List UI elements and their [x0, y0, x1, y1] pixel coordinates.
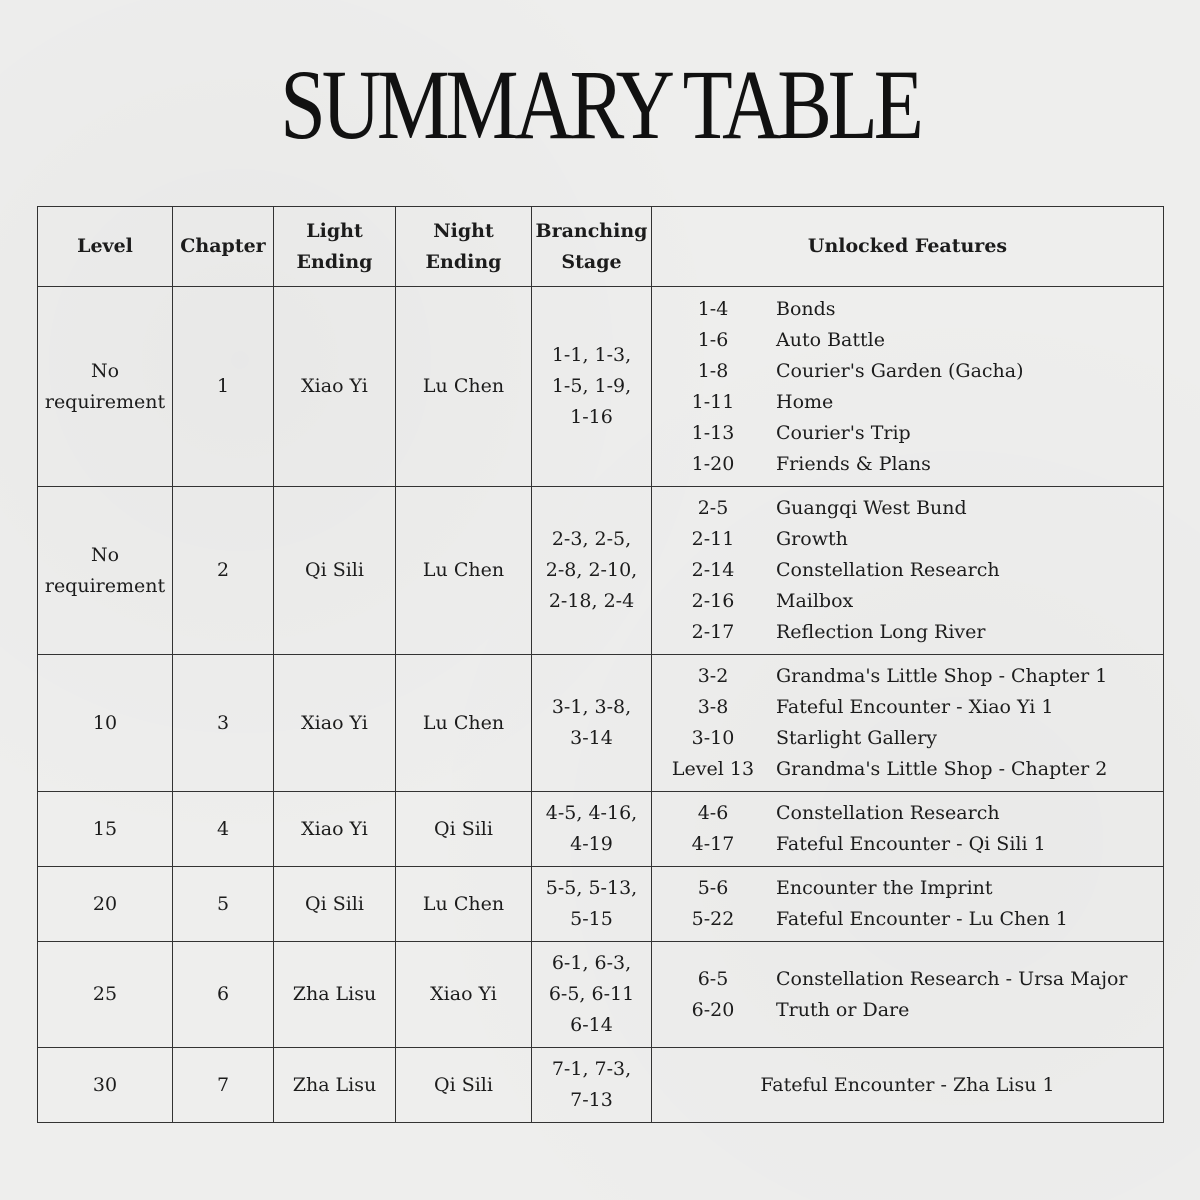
- feature-item: [652, 294, 1163, 325]
- feature-name: Courier's Garden (Gacha): [776, 359, 1024, 382]
- features-cell: [652, 792, 1164, 867]
- feature-name: Constellation Research: [776, 802, 1000, 824]
- branching-stage-cell: [532, 792, 652, 867]
- light-ending-cell: Xiao Yi: [274, 792, 396, 867]
- branch-line: 2-8, 2-10,: [545, 559, 638, 581]
- header-level: Level: [38, 207, 173, 287]
- level-cell: [38, 792, 173, 867]
- branch-line: 3-1, 3-8,: [551, 696, 632, 718]
- feature-code: 4-17: [691, 833, 735, 855]
- level-line: requirement: [44, 574, 166, 597]
- feature-name: Bonds: [776, 297, 836, 320]
- feature-item: [652, 754, 1163, 785]
- feature-item: [652, 449, 1163, 480]
- header-row: [38, 207, 1164, 287]
- feature-item: [652, 387, 1163, 418]
- feature-name: Auto Battle: [776, 328, 885, 351]
- feature-code: 5-22: [691, 908, 735, 930]
- feature-item: [652, 829, 1163, 860]
- header-branch-line1: Branching: [535, 219, 648, 242]
- branch-line: 3-14: [570, 727, 613, 749]
- features-cell: [652, 942, 1164, 1048]
- light-ending-cell: Xiao Yi: [274, 287, 396, 487]
- feature-name: Fateful Encounter - Xiao Yi 1: [776, 696, 1054, 718]
- feature-name: Courier's Trip: [776, 421, 911, 444]
- branching-stage-cell: [532, 287, 652, 487]
- branch-line: 2-18, 2-4: [548, 590, 635, 612]
- feature-code: 2-14: [691, 559, 735, 581]
- feature-code: Level 13: [671, 758, 755, 780]
- header-light-ending: [274, 207, 396, 287]
- level-cell: [38, 942, 173, 1048]
- night-ending-cell: Lu Chen: [396, 867, 532, 942]
- feature-name: Mailbox: [776, 590, 854, 612]
- header-night-line1: Night: [433, 219, 494, 242]
- light-ending-cell: Qi Sili: [274, 487, 396, 655]
- table-row: [38, 287, 1164, 487]
- feature-item: [652, 356, 1163, 387]
- feature-code: 1-11: [691, 390, 735, 413]
- header-chapter: Chapter: [173, 207, 274, 287]
- level-line: No: [90, 543, 120, 566]
- feature-code: 6-20: [691, 998, 735, 1021]
- feature-code: 1-8: [697, 359, 729, 382]
- branch-line: 4-19: [570, 833, 613, 855]
- features-cell: [652, 867, 1164, 942]
- level-cell: [38, 487, 173, 655]
- feature-code: 6-5: [697, 967, 729, 990]
- feature-name: Reflection Long River: [776, 621, 986, 643]
- features-cell: [652, 1048, 1164, 1123]
- feature-code: 2-17: [691, 621, 735, 643]
- branch-line: 7-13: [570, 1089, 613, 1111]
- table-body: [38, 287, 1164, 1123]
- feature-item: [652, 798, 1163, 829]
- night-ending-cell: Lu Chen: [396, 287, 532, 487]
- night-ending-cell: Lu Chen: [396, 655, 532, 792]
- light-ending-cell: Xiao Yi: [274, 655, 396, 792]
- night-ending-cell: Qi Sili: [396, 1048, 532, 1123]
- level-line: 10: [92, 711, 118, 734]
- level-line: requirement: [44, 390, 166, 413]
- night-ending-cell: Xiao Yi: [396, 942, 532, 1048]
- table-row: [38, 655, 1164, 792]
- feature-code: 3-8: [697, 696, 729, 718]
- feature-name: Starlight Gallery: [776, 727, 938, 749]
- branch-line: 4-5, 4-16,: [545, 802, 638, 824]
- chapter-cell: 5: [173, 867, 274, 942]
- feature-name: Constellation Research: [776, 559, 1000, 581]
- header-light-line1: Light: [306, 219, 363, 242]
- chapter-cell: 1: [173, 287, 274, 487]
- feature-name: Fateful Encounter - Zha Lisu 1: [760, 1073, 1055, 1096]
- branch-line: 7-1, 7-3,: [551, 1058, 632, 1080]
- feature-item: [652, 964, 1163, 995]
- feature-item: [652, 524, 1163, 555]
- level-line: No: [90, 359, 120, 382]
- feature-item: [652, 586, 1163, 617]
- level-cell: [38, 1048, 173, 1123]
- chapter-cell: 4: [173, 792, 274, 867]
- header-night-line2: Ending: [425, 250, 502, 273]
- feature-item: [652, 723, 1163, 754]
- night-ending-cell: Lu Chen: [396, 487, 532, 655]
- features-cell: [652, 655, 1164, 792]
- table-row: [38, 942, 1164, 1048]
- feature-code: 1-20: [691, 452, 735, 475]
- feature-item: [652, 995, 1163, 1026]
- feature-code: 3-2: [697, 665, 729, 687]
- header-light-line2: Ending: [296, 250, 373, 273]
- table-row: [38, 487, 1164, 655]
- table-row: [38, 867, 1164, 942]
- header-unlocked-features: Unlocked Features: [652, 207, 1164, 287]
- branch-line: 1-1, 1-3,: [551, 344, 632, 366]
- light-ending-cell: Zha Lisu: [274, 942, 396, 1048]
- branching-stage-cell: [532, 655, 652, 792]
- feature-name: Truth or Dare: [776, 998, 910, 1021]
- chapter-cell: 6: [173, 942, 274, 1048]
- feature-item: [652, 692, 1163, 723]
- feature-code: 1-6: [697, 328, 729, 351]
- level-line: 20: [92, 892, 118, 915]
- feature-name: Grandma's Little Shop - Chapter 1: [776, 665, 1108, 687]
- feature-name: Fateful Encounter - Lu Chen 1: [776, 908, 1068, 930]
- feature-name: Constellation Research - Ursa Major: [776, 967, 1128, 990]
- feature-item: [652, 661, 1163, 692]
- chapter-cell: 3: [173, 655, 274, 792]
- branching-stage-cell: [532, 487, 652, 655]
- level-line: 30: [92, 1073, 118, 1096]
- branching-stage-cell: [532, 867, 652, 942]
- header-night-ending: [396, 207, 532, 287]
- feature-code: 2-16: [691, 590, 735, 612]
- branching-stage-cell: [532, 1048, 652, 1123]
- level-cell: [38, 287, 173, 487]
- branch-line: 1-16: [570, 406, 613, 428]
- feature-name: Encounter the Imprint: [776, 877, 993, 899]
- feature-name: Home: [776, 390, 834, 413]
- summary-table: [37, 206, 1164, 1123]
- feature-item: [652, 873, 1163, 904]
- branch-line: 5-5, 5-13,: [545, 877, 638, 899]
- table-row: [38, 1048, 1164, 1123]
- feature-item: [652, 418, 1163, 449]
- feature-item: [652, 617, 1163, 648]
- level-cell: [38, 867, 173, 942]
- feature-item: [652, 493, 1163, 524]
- light-ending-cell: Zha Lisu: [274, 1048, 396, 1123]
- branch-line: 5-15: [570, 908, 613, 930]
- level-line: 15: [92, 817, 118, 840]
- branch-line: 2-3, 2-5,: [551, 528, 632, 550]
- level-cell: [38, 655, 173, 792]
- page-title: SUMMARY TABLE: [280, 49, 920, 160]
- feature-code: 3-10: [691, 727, 735, 749]
- light-ending-cell: Qi Sili: [274, 867, 396, 942]
- branch-line: 6-5, 6-11: [548, 983, 635, 1005]
- chapter-cell: 2: [173, 487, 274, 655]
- feature-item: [652, 904, 1163, 935]
- branch-line: 6-14: [570, 1014, 613, 1036]
- feature-name: Friends & Plans: [776, 452, 931, 475]
- chapter-cell: 7: [173, 1048, 274, 1123]
- branching-stage-cell: [532, 942, 652, 1048]
- feature-code: 2-11: [691, 528, 735, 550]
- feature-name: Growth: [776, 528, 848, 550]
- feature-name: Grandma's Little Shop - Chapter 2: [776, 758, 1108, 780]
- branch-line: 1-5, 1-9,: [551, 375, 632, 397]
- branch-line: 6-1, 6-3,: [551, 952, 632, 974]
- level-line: 25: [92, 983, 118, 1005]
- feature-item: [652, 555, 1163, 586]
- feature-code: 1-4: [697, 297, 729, 320]
- feature-code: 2-5: [697, 497, 729, 519]
- night-ending-cell: Qi Sili: [396, 792, 532, 867]
- header-branching-stage: [532, 207, 652, 287]
- features-cell: [652, 487, 1164, 655]
- feature-item: [652, 325, 1163, 356]
- feature-name: Guangqi West Bund: [776, 497, 967, 519]
- features-cell: [652, 287, 1164, 487]
- feature-name: Fateful Encounter - Qi Sili 1: [776, 833, 1046, 855]
- header-branch-line2: Stage: [561, 250, 622, 273]
- feature-code: 5-6: [697, 877, 729, 899]
- feature-code: 1-13: [691, 421, 735, 444]
- table-row: [38, 792, 1164, 867]
- feature-code: 4-6: [697, 802, 729, 824]
